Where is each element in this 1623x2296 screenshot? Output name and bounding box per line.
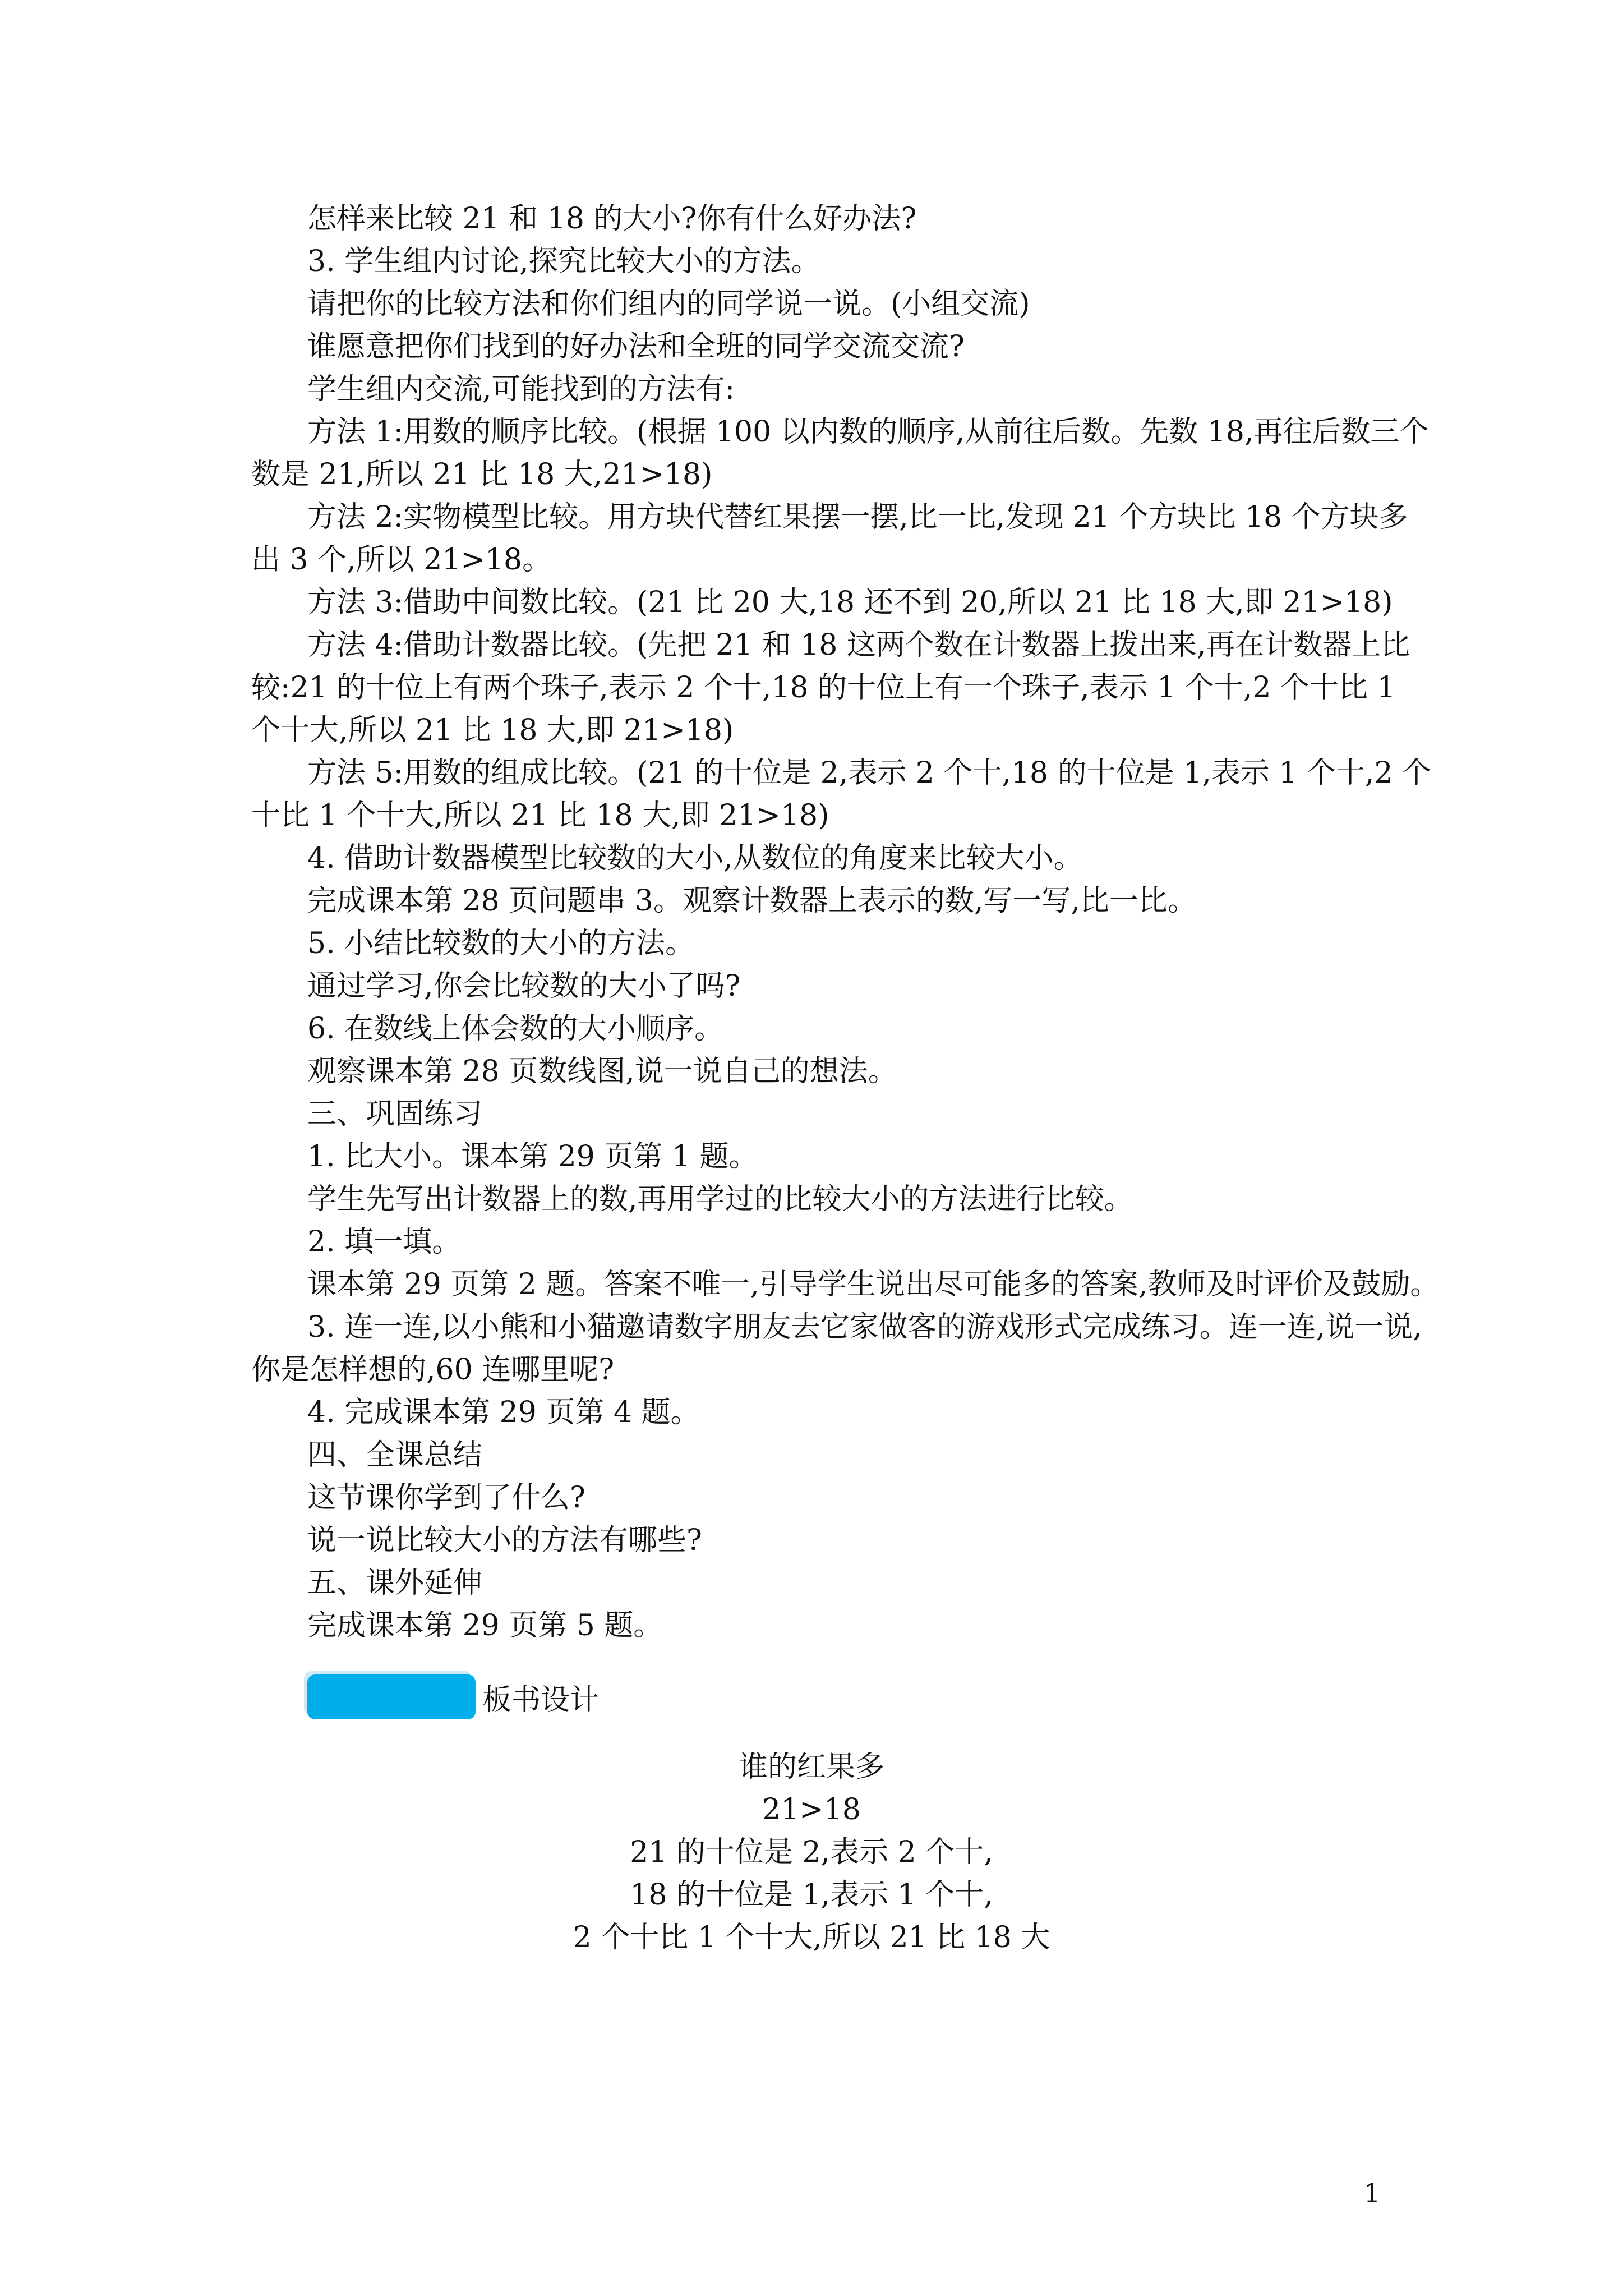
board-line: 18 的十位是 1,表示 1 个十,: [630, 1878, 993, 1912]
paragraph-continuation: 十比 1 个十大,所以 21 比 18 大,即 21>18): [251, 799, 829, 832]
paragraph: 4. 完成课本第 29 页第 4 题。: [307, 1396, 700, 1429]
paragraph: 5. 小结比较数的大小的方法。: [307, 927, 695, 960]
section-tag-marker: [307, 1674, 476, 1719]
paragraph: 6. 在数线上体会数的大小顺序。: [307, 1012, 724, 1046]
paragraph-continuation: 出 3 个,所以 21>18。: [251, 543, 552, 577]
board-design-heading: [307, 1674, 599, 1719]
paragraph: 请把你的比较方法和你们组内的同学说一说。(小组交流): [307, 287, 1030, 321]
paragraph: 方法 4:借助计数器比较。(先把 21 和 18 这两个数在计数器上拨出来,再在计数器上比: [307, 628, 1410, 662]
paragraph: 2. 填一填。: [307, 1225, 462, 1259]
section-tag-label: 板书设计: [482, 1683, 600, 1717]
paragraph: 方法 3:借助中间数比较。(21 比 20 大,18 还不到 20,所以 21 比 18 大,即 21>18): [307, 586, 1393, 619]
page-number: 1: [1364, 2178, 1381, 2208]
paragraph: 学生组内交流,可能找到的方法有:: [307, 372, 735, 406]
paragraph: 这节课你学到了什么?: [307, 1481, 585, 1515]
paragraph-continuation: 个十大,所以 21 比 18 大,即 21>18): [251, 714, 734, 747]
paragraph: 方法 5:用数的组成比较。(21 的十位是 2,表示 2 个十,18 的十位是 1,表示 1 个十,2 个: [307, 756, 1432, 790]
paragraph: 谁愿意把你们找到的好办法和全班的同学交流交流?: [307, 330, 965, 364]
paragraph: 怎样来比较 21 和 18 的大小?你有什么好办法?: [307, 202, 917, 236]
lesson-body: [251, 197, 1440, 1647]
paragraph-continuation: 数是 21,所以 21 比 18 大,21>18): [251, 458, 713, 491]
paragraph-continuation: 较:21 的十位上有两个珠子,表示 2 个十,18 的十位上有一个珠子,表示 1 个十,2 个十比 1: [251, 671, 1396, 705]
paragraph: 完成课本第 29 页第 5 题。: [307, 1609, 663, 1642]
paragraph: 4. 借助计数器模型比较数的大小,从数位的角度来比较大小。: [307, 841, 1083, 875]
paragraph: 完成课本第 28 页问题串 3。观察计数器上表示的数,写一写,比一比。: [307, 884, 1197, 918]
section-heading: 五、课外延伸: [307, 1566, 483, 1600]
paragraph: 学生先写出计数器上的数,再用学过的比较大小的方法进行比较。: [307, 1182, 1133, 1216]
paragraph: 方法 2:实物模型比较。用方块代替红果摆一摆,比一比,发现 21 个方块比 18 个方块多: [307, 500, 1408, 534]
section-heading: 四、全课总结: [307, 1438, 483, 1472]
paragraph: 3. 连一连,以小熊和小猫邀请数字朋友去它家做客的游戏形式完成练习。连一连,说一说,: [307, 1310, 1422, 1344]
board-line: 21 的十位是 2,表示 2 个十,: [630, 1835, 993, 1869]
board-design: [0, 1746, 1623, 1959]
paragraph: 说一说比较大小的方法有哪些?: [307, 1524, 702, 1557]
paragraph-continuation: 你是怎样想的,60 连哪里呢?: [251, 1353, 615, 1387]
section-heading: 三、巩固练习: [307, 1097, 483, 1131]
paragraph: 3. 学生组内讨论,探究比较大小的方法。: [307, 245, 820, 278]
paragraph: 1. 比大小。课本第 29 页第 1 题。: [307, 1140, 758, 1174]
board-line: 21>18: [762, 1793, 861, 1826]
paragraph: 方法 1:用数的顺序比较。(根据 100 以内数的顺序,从前往后数。先数 18,再往后数三个: [307, 415, 1429, 449]
paragraph: 观察课本第 28 页数线图,说一说自己的想法。: [307, 1055, 897, 1088]
paragraph: 课本第 29 页第 2 题。答案不唯一,引导学生说出尽可能多的答案,教师及时评价及鼓励。: [307, 1268, 1440, 1301]
paragraph: 通过学习,你会比较数的大小了吗?: [307, 969, 741, 1003]
board-title: 谁的红果多: [738, 1750, 884, 1784]
board-line: 2 个十比 1 个十大,所以 21 比 18 大: [573, 1921, 1050, 1954]
